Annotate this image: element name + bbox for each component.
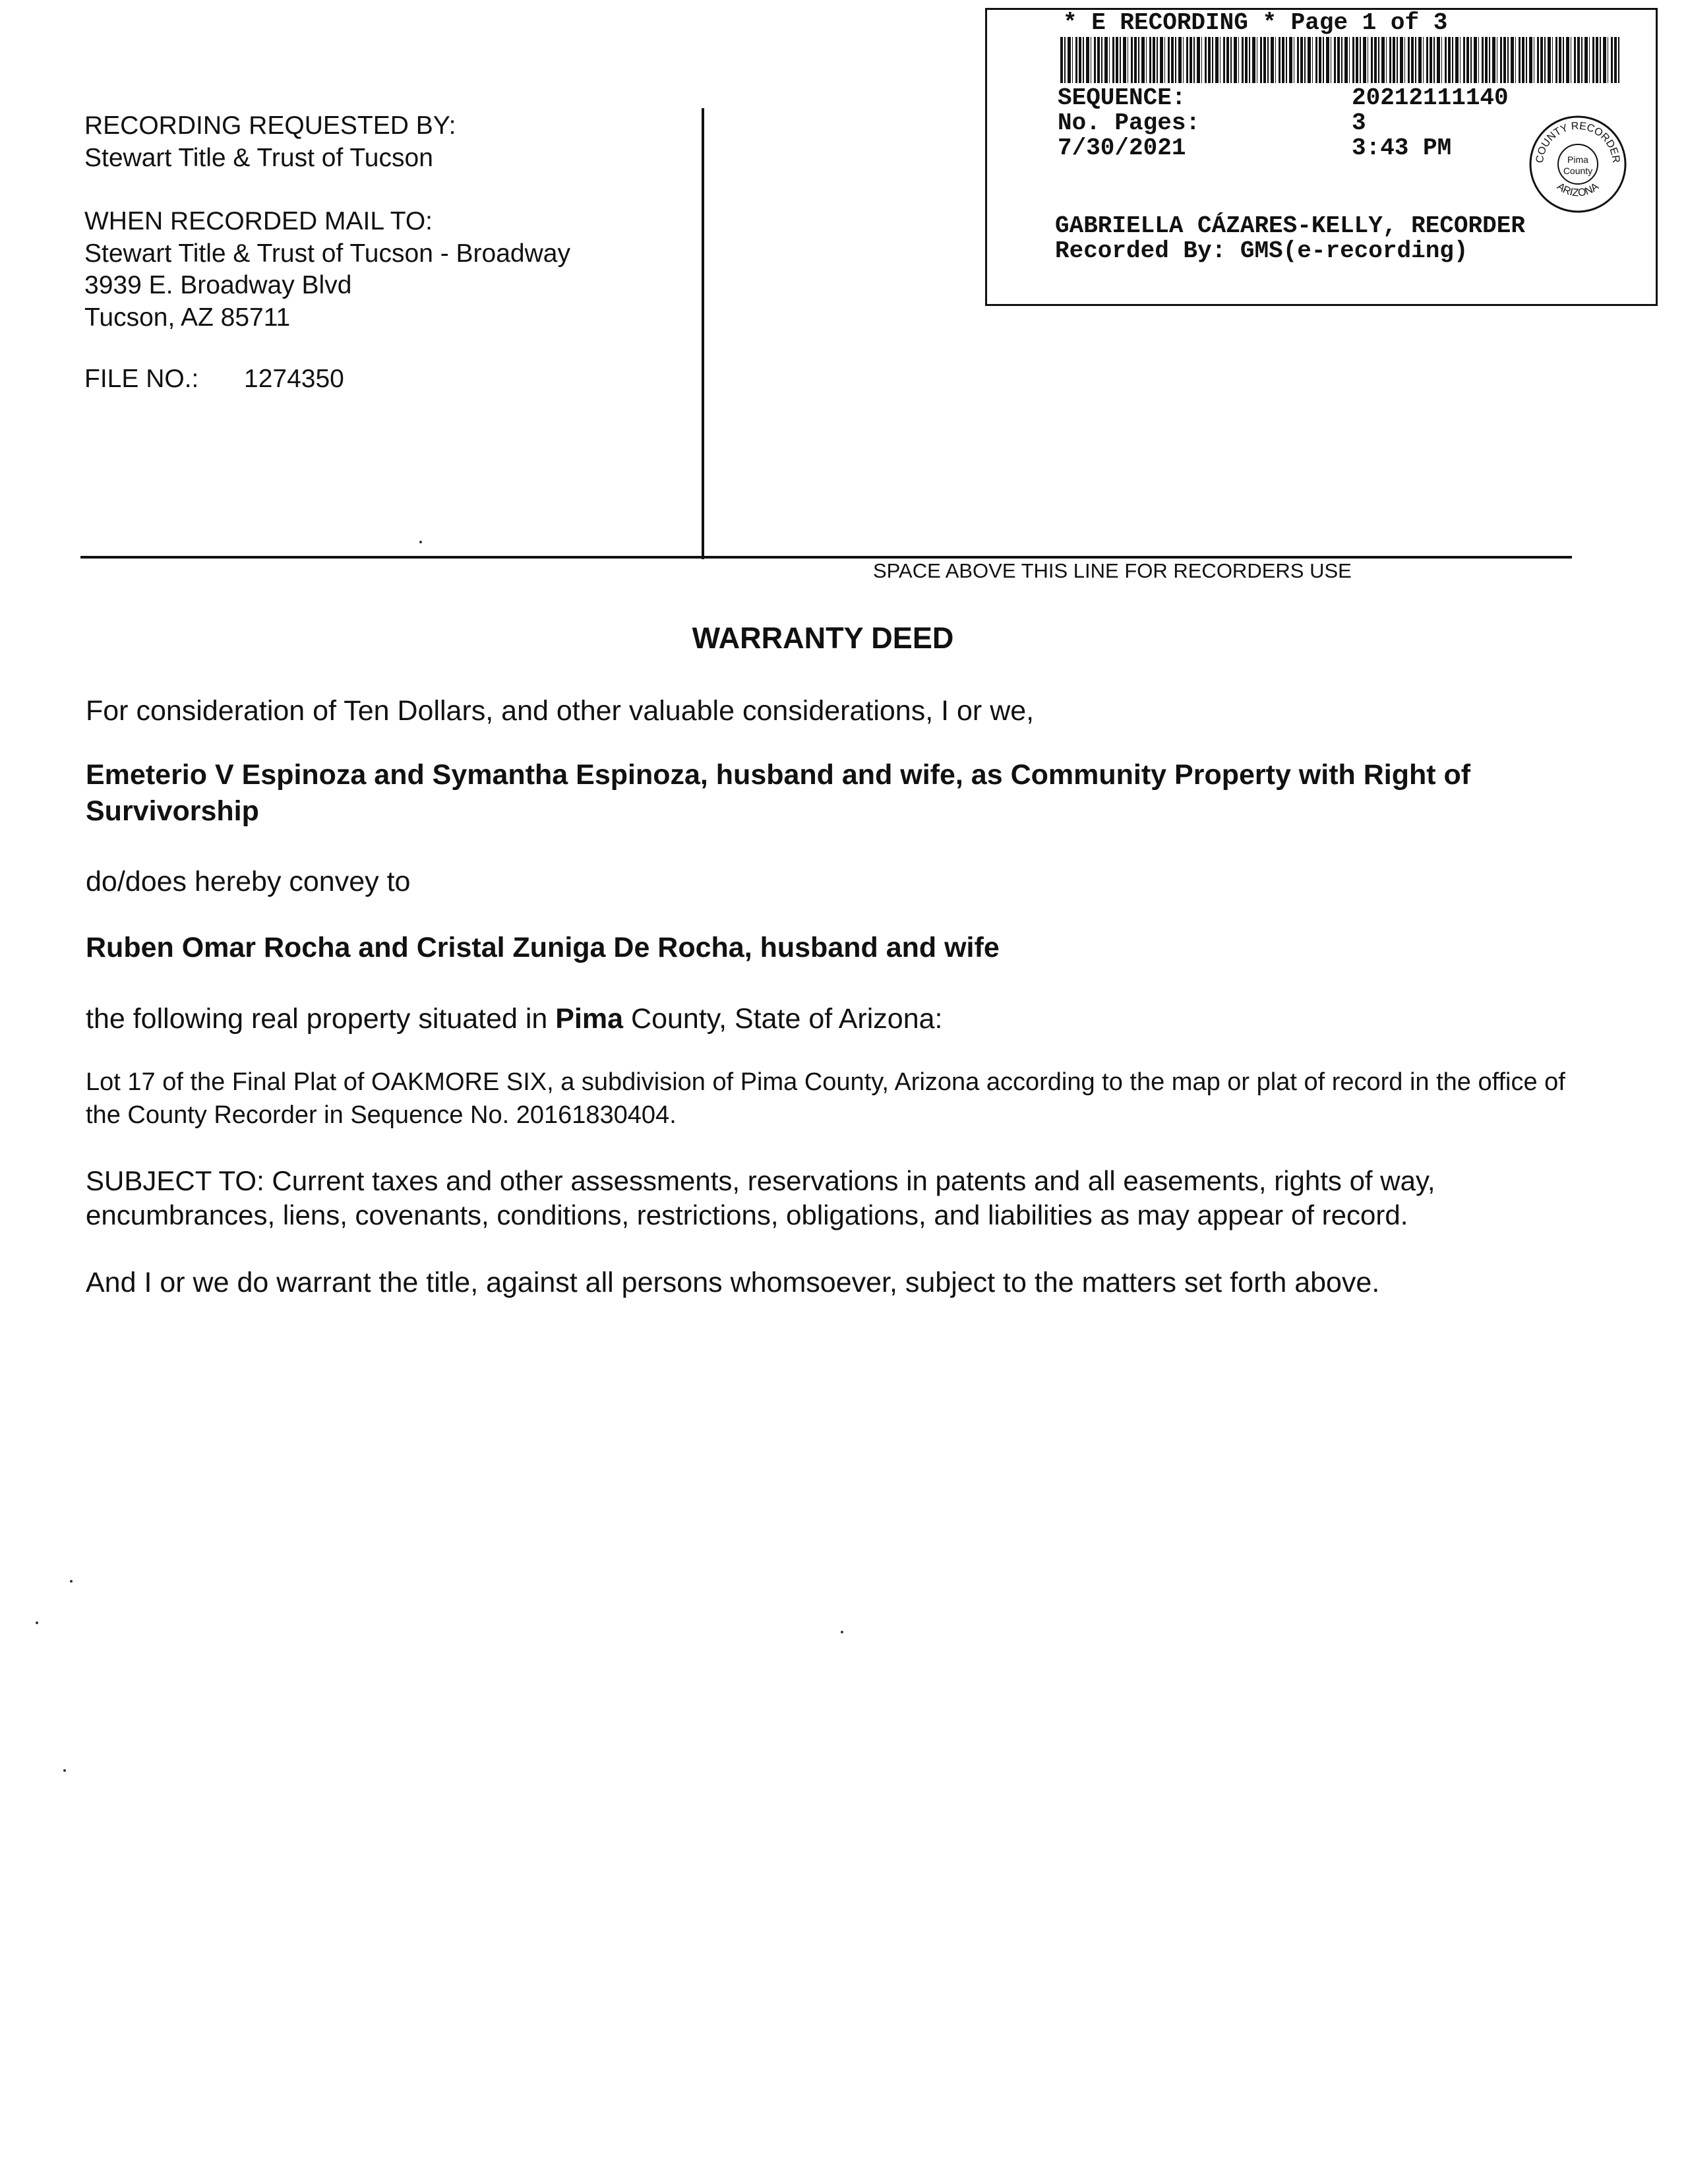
barcode [1060,37,1621,83]
seal-center-line-2: County [1563,166,1593,176]
pages-label: No. Pages: [1058,109,1201,136]
sequence-value: 20212111140 [1352,84,1509,111]
document-title: WARRANTY DEED [692,621,954,655]
seal-bottom-text: ARIZONA [1555,181,1601,199]
pages-value: 3 [1352,109,1366,136]
file-no-value: 1274350 [244,365,344,393]
recorders-use-note: SPACE ABOVE THIS LINE FOR RECORDERS USE [873,559,1352,582]
stamp-header: * E RECORDING * Page 1 of 3 [1063,9,1448,36]
sequence-label: SEQUENCE: [1058,84,1186,111]
mail-to-street: 3939 E. Broadway Blvd [84,271,352,299]
grantors: Emeterio V Espinoza and Symantha Espinoza, husband and wife, as Community Property with Right of Survivorship [86,759,1471,827]
property-county: Pima [555,1003,624,1035]
file-no-label: FILE NO.: [84,365,199,393]
property-intro-end: County, State of Arizona: [623,1003,943,1035]
scan-speck [63,1769,66,1772]
scan-speck [36,1622,38,1624]
seal-center-line-1: Pima [1567,154,1588,165]
convey-clause: do/does hereby convey to [86,866,411,897]
consideration-clause: For consideration of Ten Dollars, and other valuable considerations, I or we, [86,695,1035,727]
recorder-name: GABRIELLA CÁZARES-KELLY, RECORDER [1055,212,1525,239]
recording-requested-label: RECORDING REQUESTED BY: [84,111,456,140]
mail-to-name: Stewart Title & Trust of Tucson - Broadway [84,239,570,268]
grantees: Ruben Omar Rocha and Cristal Zuniga De Rocha, husband and wife [86,932,1000,963]
legal-description: Lot 17 of the Final Plat of OAKMORE SIX, a subdivision of Pima County, Arizona according to the map or plat of record in the office of the County Recorder in Sequence No. 20161830404. [86,1068,1565,1129]
vertical-divider [702,108,704,559]
warranty-clause: And I or we do warrant the title, against all persons whomsoever, subject to the matters set forth above. [86,1267,1380,1298]
recorded-by: Recorded By: GMS(e-recording) [1055,237,1468,264]
stray-mark [419,541,422,543]
property-intro-start: the following real property situated in [86,1003,556,1035]
mail-to-label: WHEN RECORDED MAIL TO: [84,207,433,235]
record-date: 7/30/2021 [1058,135,1186,162]
county-recorder-seal [1528,115,1627,214]
seal-top-text: COUNTY RECORDER [1534,120,1622,164]
subject-to-clause: SUBJECT TO: Current taxes and other assessments, reservations in patents and all easements, rights of way, encumbrances, liens, covenants, conditions, restrictions, obligations, and liabilities as may appear of record. [86,1165,1435,1230]
scan-speck [841,1631,843,1633]
property-intro [86,1001,943,1037]
recording-requested-by: Stewart Title & Trust of Tucson [84,144,433,172]
recorder-space-line [80,556,1572,559]
record-time: 3:43 PM [1352,135,1452,162]
mail-to-city: Tucson, AZ 85711 [84,303,291,332]
scan-speck [70,1580,73,1583]
